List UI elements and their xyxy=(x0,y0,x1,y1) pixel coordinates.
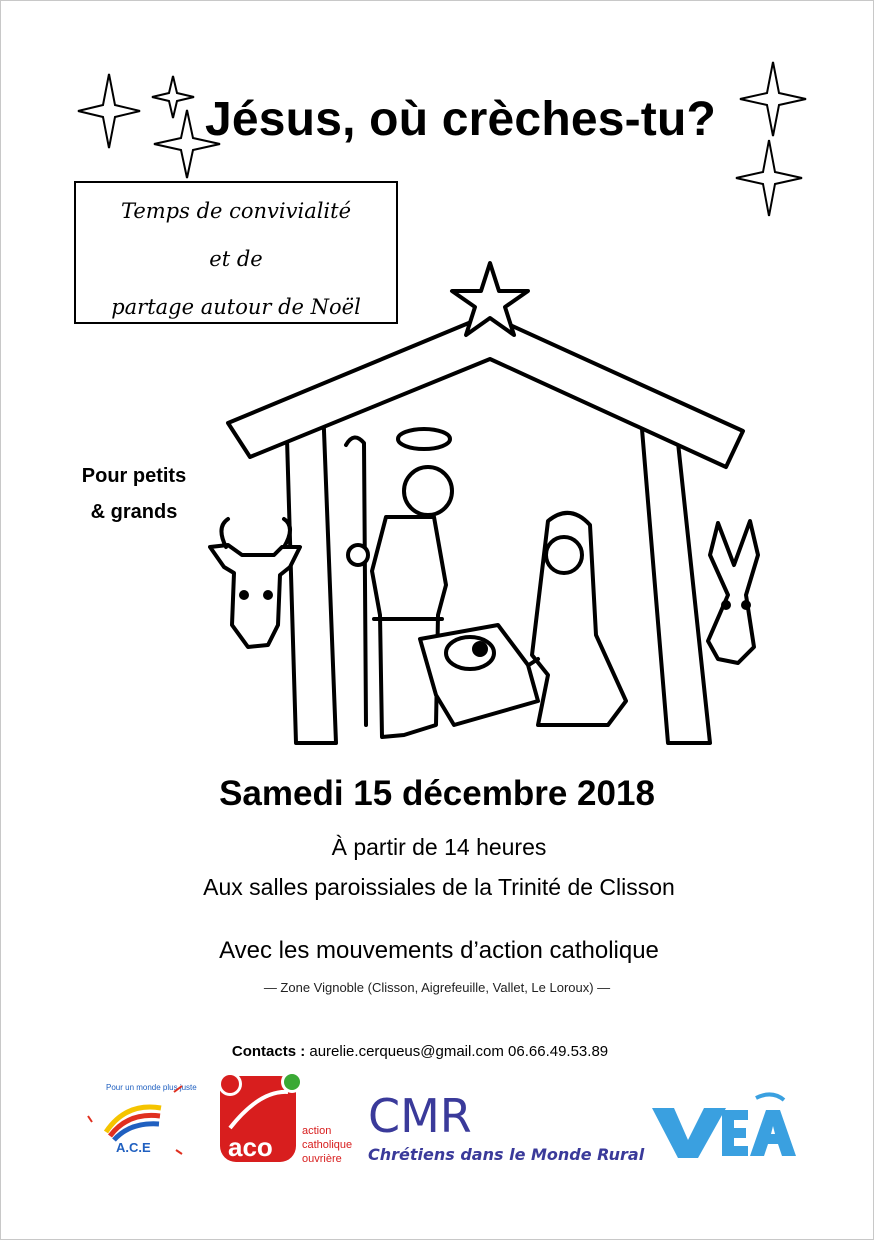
event-date: Samedi 15 décembre 2018 xyxy=(219,774,655,813)
contact-phone: 06.66.49.53.89 xyxy=(508,1043,609,1060)
subtitle-line: et de xyxy=(209,247,263,271)
aco-tagline: ouvrière xyxy=(302,1153,342,1165)
ace-tagline: Pour un monde plus juste xyxy=(106,1083,197,1092)
event-place: Aux salles paroissiales de la Trinité de Clisson xyxy=(203,874,675,900)
nativity-scene-illustration xyxy=(198,255,818,755)
event-zone: — Zone Vignoble (Clisson, Aigrefeuille, Vallet, Le Loroux) — xyxy=(263,980,611,995)
contact-email[interactable]: aurelie.cerqueus@gmail.com xyxy=(309,1043,504,1060)
audience-note xyxy=(64,458,204,530)
subtitle-line: partage autour de Noël xyxy=(111,295,361,319)
cmr-tagline: Chrétiens dans le Monde Rural xyxy=(368,1145,645,1164)
contact-line xyxy=(0,1043,840,1060)
audience-line: & grands xyxy=(90,501,178,523)
aco-tagline: action xyxy=(302,1125,332,1137)
event-time: À partir de 14 heures xyxy=(331,834,547,860)
ace-logo xyxy=(86,1062,197,1158)
cmr-logo xyxy=(364,1084,645,1168)
subtitle-line: Temps de convivialité xyxy=(120,199,352,223)
aco-text: aco xyxy=(228,1132,273,1162)
contact-label: Contacts : xyxy=(231,1043,306,1060)
aco-tagline: catholique xyxy=(302,1139,353,1151)
page-title: Jésus, où crèches-tu? xyxy=(205,93,717,146)
cmr-text: CMR xyxy=(368,1089,472,1143)
event-movements: Avec les mouvements d’action catholique xyxy=(219,937,659,964)
star-icon xyxy=(734,138,804,218)
star-icon xyxy=(76,72,142,150)
aco-logo xyxy=(216,1068,366,1166)
vea-logo xyxy=(650,1088,800,1162)
ace-text: A.C.E xyxy=(116,1140,151,1155)
audience-line: Pour petits xyxy=(81,465,187,487)
